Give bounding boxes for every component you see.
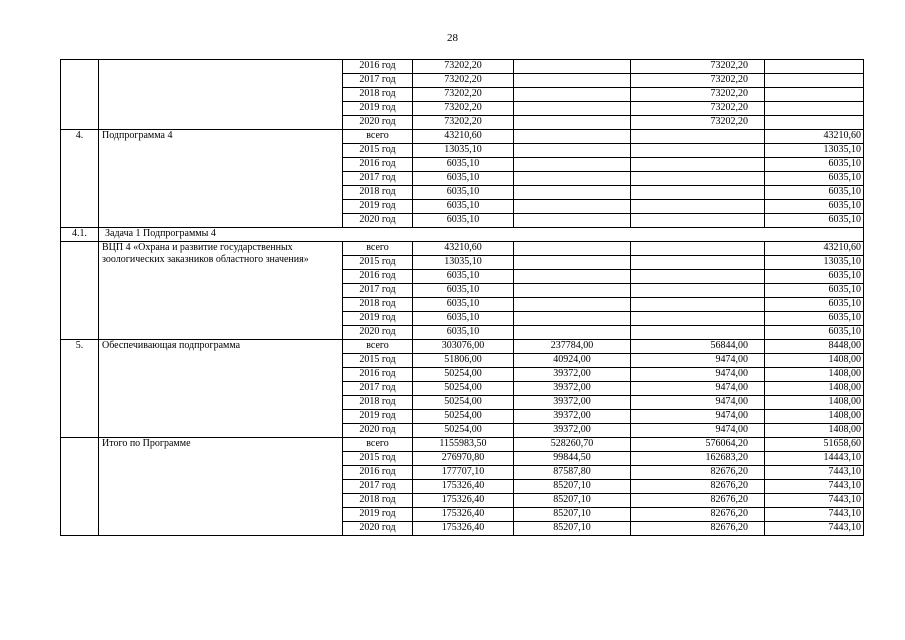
total-cell: 175326,40	[413, 508, 514, 522]
source-3-cell: 8448,00	[765, 340, 864, 354]
row-number	[61, 60, 99, 130]
year-cell: всего	[343, 438, 413, 452]
source-3-cell: 6035,10	[765, 186, 864, 200]
year-cell: 2017 год	[343, 172, 413, 186]
source-3-cell: 1408,00	[765, 354, 864, 368]
total-cell: 6035,10	[413, 298, 514, 312]
source-2-cell	[631, 186, 765, 200]
source-2-cell	[631, 130, 765, 144]
source-2-cell	[631, 144, 765, 158]
source-1-cell	[514, 102, 631, 116]
source-3-cell: 13035,10	[765, 144, 864, 158]
total-cell: 175326,40	[413, 494, 514, 508]
source-3-cell: 6035,10	[765, 158, 864, 172]
year-cell: 2019 год	[343, 312, 413, 326]
source-3-cell: 1408,00	[765, 368, 864, 382]
total-cell: 177707,10	[413, 466, 514, 480]
source-1-cell: 39372,00	[514, 382, 631, 396]
source-1-cell: 39372,00	[514, 424, 631, 438]
program-name: Обеспечивающая подпрограмма	[99, 340, 343, 438]
source-1-cell	[514, 144, 631, 158]
source-2-cell	[631, 158, 765, 172]
source-3-cell: 6035,10	[765, 214, 864, 228]
year-cell: 2015 год	[343, 256, 413, 270]
total-cell: 50254,00	[413, 410, 514, 424]
row-number	[61, 242, 99, 340]
source-3-cell: 43210,60	[765, 242, 864, 256]
task-row	[61, 228, 864, 242]
source-3-cell: 14443,10	[765, 452, 864, 466]
source-3-cell	[765, 116, 864, 130]
total-cell: 6035,10	[413, 270, 514, 284]
source-2-cell: 162683,20	[631, 452, 765, 466]
source-1-cell	[514, 214, 631, 228]
source-3-cell: 1408,00	[765, 410, 864, 424]
page-number: 28	[447, 32, 458, 44]
year-cell: 2017 год	[343, 74, 413, 88]
source-1-cell	[514, 116, 631, 130]
source-3-cell: 6035,10	[765, 284, 864, 298]
source-2-cell: 9474,00	[631, 396, 765, 410]
year-cell: 2019 год	[343, 508, 413, 522]
source-3-cell: 6035,10	[765, 172, 864, 186]
source-1-cell	[514, 172, 631, 186]
year-cell: 2019 год	[343, 102, 413, 116]
total-cell: 73202,20	[413, 116, 514, 130]
source-1-cell: 85207,10	[514, 508, 631, 522]
source-2-cell: 9474,00	[631, 354, 765, 368]
total-cell: 73202,20	[413, 88, 514, 102]
source-1-cell: 99844,50	[514, 452, 631, 466]
year-cell: 2017 год	[343, 284, 413, 298]
source-2-cell: 82676,20	[631, 466, 765, 480]
total-cell: 6035,10	[413, 158, 514, 172]
source-3-cell: 6035,10	[765, 270, 864, 284]
source-2-cell	[631, 172, 765, 186]
source-3-cell: 6035,10	[765, 200, 864, 214]
source-1-cell: 39372,00	[514, 396, 631, 410]
source-2-cell	[631, 312, 765, 326]
funding-table	[60, 59, 864, 536]
source-2-cell	[631, 270, 765, 284]
year-cell: всего	[343, 340, 413, 354]
total-cell: 175326,40	[413, 480, 514, 494]
source-3-cell: 7443,10	[765, 508, 864, 522]
source-1-cell	[514, 130, 631, 144]
total-cell: 73202,20	[413, 102, 514, 116]
source-3-cell: 51658,60	[765, 438, 864, 452]
source-2-cell: 9474,00	[631, 410, 765, 424]
year-cell: 2020 год	[343, 326, 413, 340]
table-row	[61, 60, 864, 74]
source-2-cell: 82676,20	[631, 508, 765, 522]
total-cell: 50254,00	[413, 424, 514, 438]
total-cell: 6035,10	[413, 284, 514, 298]
source-3-cell: 43210,60	[765, 130, 864, 144]
total-cell: 43210,60	[413, 130, 514, 144]
total-cell: 50254,00	[413, 396, 514, 410]
year-cell: 2016 год	[343, 368, 413, 382]
source-3-cell	[765, 60, 864, 74]
source-2-cell	[631, 200, 765, 214]
source-1-cell	[514, 326, 631, 340]
source-2-cell	[631, 326, 765, 340]
source-3-cell	[765, 74, 864, 88]
table-row	[61, 242, 864, 256]
source-2-cell: 82676,20	[631, 494, 765, 508]
source-2-cell	[631, 242, 765, 256]
year-cell: 2017 год	[343, 480, 413, 494]
source-3-cell: 7443,10	[765, 466, 864, 480]
source-3-cell: 6035,10	[765, 298, 864, 312]
source-3-cell: 7443,10	[765, 494, 864, 508]
year-cell: 2018 год	[343, 186, 413, 200]
source-1-cell: 85207,10	[514, 480, 631, 494]
total-cell: 13035,10	[413, 144, 514, 158]
source-2-cell: 9474,00	[631, 368, 765, 382]
source-1-cell: 85207,10	[514, 522, 631, 536]
year-cell: 2018 год	[343, 298, 413, 312]
source-3-cell: 13035,10	[765, 256, 864, 270]
source-1-cell: 39372,00	[514, 368, 631, 382]
year-cell: 2018 год	[343, 88, 413, 102]
year-cell: 2018 год	[343, 494, 413, 508]
source-2-cell: 9474,00	[631, 382, 765, 396]
total-cell: 276970,80	[413, 452, 514, 466]
source-1-cell	[514, 256, 631, 270]
source-2-cell: 73202,20	[631, 60, 765, 74]
total-cell: 51806,00	[413, 354, 514, 368]
total-cell: 6035,10	[413, 172, 514, 186]
source-2-cell	[631, 284, 765, 298]
total-cell: 6035,10	[413, 186, 514, 200]
source-3-cell	[765, 102, 864, 116]
total-cell: 43210,60	[413, 242, 514, 256]
source-1-cell: 85207,10	[514, 494, 631, 508]
total-cell: 175326,40	[413, 522, 514, 536]
year-cell: 2017 год	[343, 382, 413, 396]
task-title: Задача 1 Подпрограммы 4	[99, 228, 864, 242]
source-3-cell: 6035,10	[765, 312, 864, 326]
source-1-cell: 528260,70	[514, 438, 631, 452]
source-3-cell	[765, 88, 864, 102]
source-1-cell	[514, 60, 631, 74]
year-cell: 2016 год	[343, 270, 413, 284]
year-cell: 2016 год	[343, 60, 413, 74]
source-1-cell	[514, 312, 631, 326]
total-cell: 303076,00	[413, 340, 514, 354]
year-cell: 2019 год	[343, 410, 413, 424]
year-cell: 2019 год	[343, 200, 413, 214]
year-cell: 2020 год	[343, 214, 413, 228]
source-2-cell	[631, 256, 765, 270]
source-2-cell: 73202,20	[631, 74, 765, 88]
year-cell: 2016 год	[343, 158, 413, 172]
row-number: 5.	[61, 340, 99, 438]
source-2-cell: 9474,00	[631, 424, 765, 438]
year-cell: 2020 год	[343, 424, 413, 438]
source-3-cell: 1408,00	[765, 396, 864, 410]
source-1-cell: 237784,00	[514, 340, 631, 354]
row-number: 4.	[61, 130, 99, 228]
total-cell: 6035,10	[413, 200, 514, 214]
total-cell: 73202,20	[413, 60, 514, 74]
year-cell: всего	[343, 130, 413, 144]
program-name	[99, 60, 343, 130]
total-cell: 1155983,50	[413, 438, 514, 452]
source-1-cell	[514, 242, 631, 256]
source-3-cell: 1408,00	[765, 424, 864, 438]
source-1-cell: 40924,00	[514, 354, 631, 368]
total-cell: 6035,10	[413, 312, 514, 326]
year-cell: 2020 год	[343, 116, 413, 130]
source-2-cell	[631, 298, 765, 312]
table-row	[61, 340, 864, 354]
source-1-cell	[514, 284, 631, 298]
year-cell: 2015 год	[343, 452, 413, 466]
source-2-cell: 73202,20	[631, 102, 765, 116]
year-cell: 2015 год	[343, 144, 413, 158]
source-2-cell: 82676,20	[631, 522, 765, 536]
year-cell: 2016 год	[343, 466, 413, 480]
source-1-cell	[514, 74, 631, 88]
table-row	[61, 130, 864, 144]
source-3-cell: 6035,10	[765, 326, 864, 340]
source-2-cell	[631, 214, 765, 228]
source-1-cell	[514, 88, 631, 102]
total-cell: 6035,10	[413, 214, 514, 228]
year-cell: 2015 год	[343, 354, 413, 368]
source-2-cell: 73202,20	[631, 88, 765, 102]
source-2-cell: 56844,00	[631, 340, 765, 354]
total-cell: 50254,00	[413, 382, 514, 396]
source-3-cell: 1408,00	[765, 382, 864, 396]
source-2-cell: 576064,20	[631, 438, 765, 452]
program-name: Подпрограмма 4	[99, 130, 343, 228]
funding-table-body	[61, 60, 864, 536]
source-1-cell	[514, 186, 631, 200]
total-cell: 13035,10	[413, 256, 514, 270]
source-3-cell: 7443,10	[765, 480, 864, 494]
program-name: ВЦП 4 «Охрана и развитие государственных зоологических заказников областного значения»	[99, 242, 343, 340]
source-2-cell: 82676,20	[631, 480, 765, 494]
source-1-cell	[514, 158, 631, 172]
program-name: Итого по Программе	[99, 438, 343, 536]
year-cell: 2020 год	[343, 522, 413, 536]
source-1-cell: 39372,00	[514, 410, 631, 424]
total-cell: 50254,00	[413, 368, 514, 382]
source-1-cell	[514, 200, 631, 214]
source-3-cell: 7443,10	[765, 522, 864, 536]
source-1-cell	[514, 298, 631, 312]
row-number: 4.1.	[61, 228, 99, 242]
source-1-cell	[514, 270, 631, 284]
row-number	[61, 438, 99, 536]
source-2-cell: 73202,20	[631, 116, 765, 130]
year-cell: 2018 год	[343, 396, 413, 410]
table-row	[61, 438, 864, 452]
total-cell: 6035,10	[413, 326, 514, 340]
year-cell: всего	[343, 242, 413, 256]
source-1-cell: 87587,80	[514, 466, 631, 480]
total-cell: 73202,20	[413, 74, 514, 88]
